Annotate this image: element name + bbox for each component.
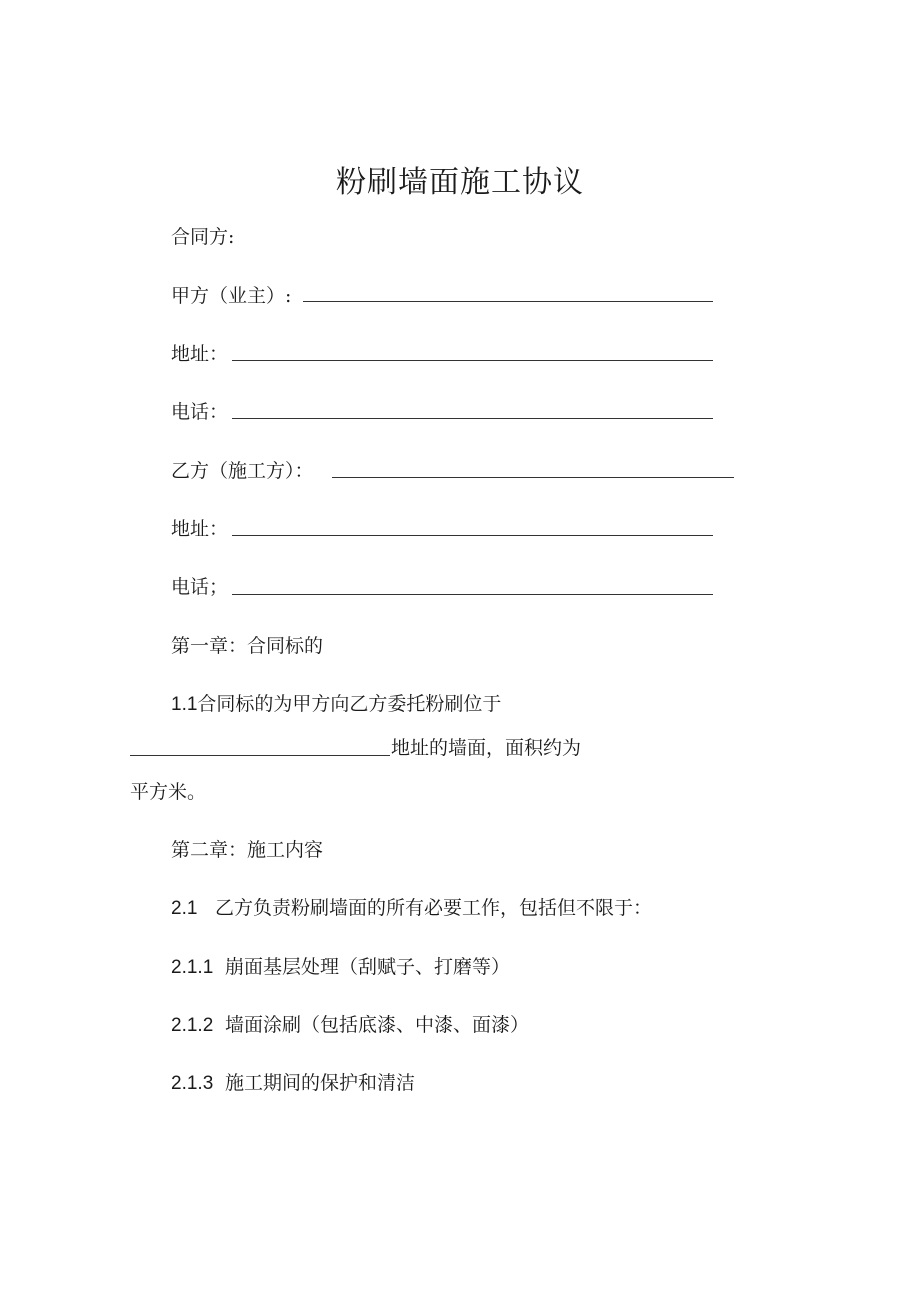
clause-item <box>171 1012 529 1039</box>
party-a-phone-label: 电话： <box>171 401 229 423</box>
party-b-phone-blank[interactable] <box>232 594 713 595</box>
party-a-address-blank[interactable] <box>232 360 713 361</box>
clause-1-1-number: 1.1 <box>171 694 198 715</box>
party-a-address-label: 地址： <box>171 343 229 365</box>
chapter-1-heading: 第一章：合同标的 <box>171 635 324 657</box>
clause-1-1-text-a: 合同标的为甲方向乙方委托粉刷位于 <box>197 693 502 715</box>
clause-item-number: 2.1.2 <box>171 1015 214 1036</box>
clause-2-1-text: 乙方负责粉刷墙面的所有必要工作，包括但不限于： <box>215 897 653 919</box>
clause-item-text: 崩面基层处理（刮赋子、打磨等） <box>225 956 511 978</box>
party-b-label: 乙方（施工方）： <box>171 460 314 482</box>
chapter-2-heading: 第二章：施工内容 <box>171 839 324 861</box>
party-a-label: 甲方（业主）: <box>171 285 292 307</box>
party-b-phone-label: 电话； <box>171 576 229 598</box>
parties-label: 合同方: <box>171 226 235 248</box>
document-title: 粉刷墙面施工协议 <box>336 165 584 200</box>
party-b-address-label: 地址： <box>171 518 229 540</box>
clause-1-1-text-c: 平方米。 <box>130 781 207 803</box>
clause-item <box>171 954 510 981</box>
party-b-address-blank[interactable] <box>232 535 713 536</box>
clause-item-text: 施工期间的保护和清洁 <box>225 1072 416 1094</box>
clause-item-number: 2.1.1 <box>171 957 214 978</box>
clause-2-1 <box>171 895 652 922</box>
party-b-name-blank[interactable] <box>332 477 734 478</box>
clause-item <box>171 1070 415 1097</box>
location-blank[interactable] <box>130 755 390 756</box>
clause-item-number: 2.1.3 <box>171 1073 214 1094</box>
party-a-name-blank[interactable] <box>303 301 713 302</box>
clause-1-1-text-b: 地址的墙面，面积约为 <box>391 737 582 759</box>
clause-2-1-number: 2.1 <box>171 898 198 919</box>
clause-1-1 <box>171 691 501 718</box>
party-a-phone-blank[interactable] <box>232 418 713 419</box>
clause-item-text: 墙面涂刷（包括底漆、中漆、面漆） <box>225 1014 530 1036</box>
